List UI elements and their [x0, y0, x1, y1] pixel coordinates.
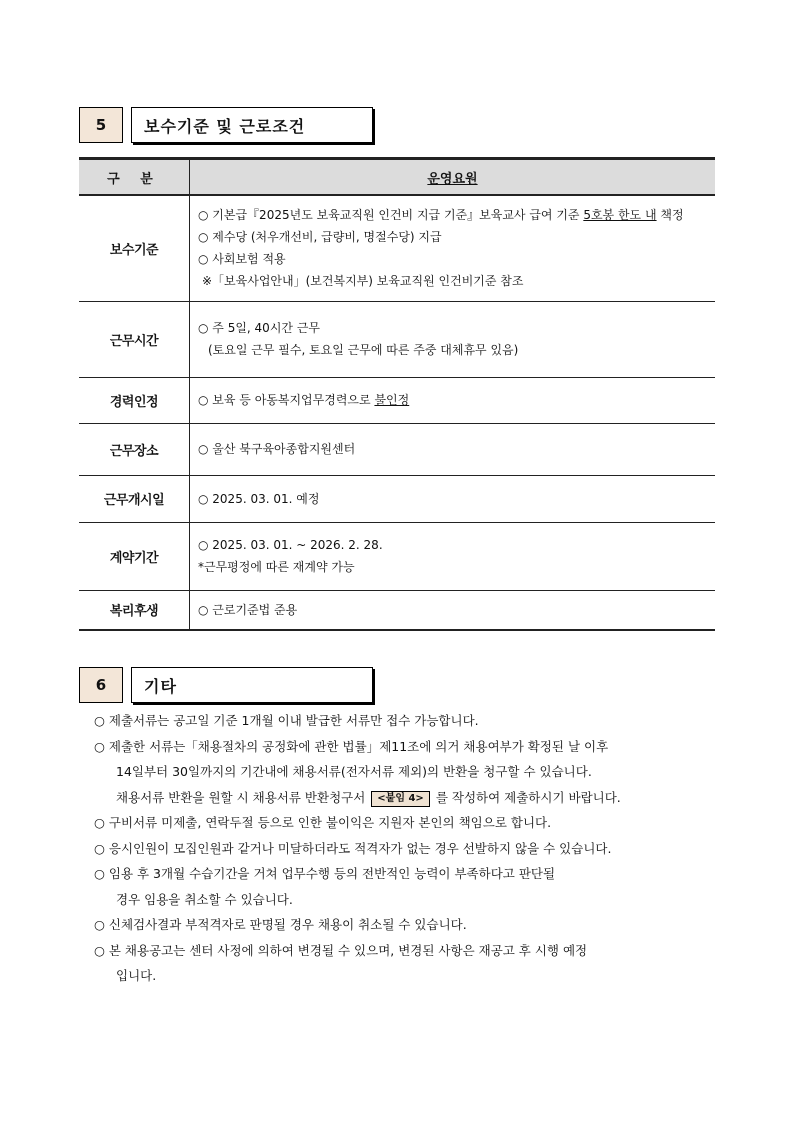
row-content	[190, 423, 716, 475]
list-item: ○ 응시인원이 모집인원과 같거나 미달하더라도 적격자가 없는 경우 선발하지 않을 수 있습니다.	[94, 840, 612, 856]
row-category: 복리후생	[79, 590, 190, 630]
section-5-header	[79, 107, 373, 143]
header-staff: 운영요원	[190, 159, 716, 196]
content-line: ○ 제수당 (처우개선비, 급량비, 명절수당) 지급	[198, 230, 442, 245]
table-row	[79, 301, 715, 377]
content-line: ○ 사회보험 적용	[198, 252, 286, 267]
section-number: 6	[79, 667, 123, 703]
content-line: ○ 2025. 03. 01. ~ 2026. 2. 28.	[198, 538, 383, 552]
table-row	[79, 195, 715, 301]
list-item: ○ 제출서류는 공고일 기준 1개월 이내 발급한 서류만 접수 가능합니다.	[94, 713, 479, 728]
list-item: ○ 본 채용공고는 센터 사정에 의하여 변경될 수 있으며, 변경된 사항은 재공고 후 시행 예정 입니다.	[94, 942, 588, 983]
section-number: 5	[79, 107, 123, 143]
content-line: ○ 기본급『2025년도 보육교직원 인건비 지급 기준』보육교사 급여 기준 5호봉 한도 내 책정	[198, 208, 684, 223]
notice-list	[94, 708, 724, 989]
row-category: 보수기준	[79, 195, 190, 301]
content-line: ○ 주 5일, 40시간 근무	[198, 321, 320, 335]
row-category: 경력인정	[79, 377, 190, 423]
table-row	[79, 377, 715, 423]
section-title: 기타	[131, 667, 373, 703]
row-content	[190, 195, 716, 301]
row-category: 근무시간	[79, 301, 190, 377]
content-line: ○ 보육 등 아동복지업무경력으로 불인정	[198, 393, 410, 407]
row-category: 계약기간	[79, 522, 190, 590]
table-header-row	[79, 159, 715, 196]
row-category: 근무장소	[79, 423, 190, 475]
content-line: ○ 근로기준법 준용	[198, 602, 298, 617]
list-item: ○ 임용 후 3개월 수습기간을 거쳐 업무수행 등의 전반적인 능력이 부족하다고 판단될 경우 임용을 취소할 수 있습니다.	[94, 866, 556, 907]
row-content	[190, 590, 716, 630]
content-line: ○ 울산 북구육아종합지원센터	[198, 442, 356, 456]
section-6-header	[79, 667, 373, 703]
content-line: ※「보육사업안내」(보건복지부) 보육교직원 인건비기준 참조	[202, 274, 524, 289]
header-category: 구 분	[79, 159, 190, 196]
content-line: (토요일 근무 필수, 토요일 근무에 따른 주중 대체휴무 있음)	[208, 343, 519, 357]
table-row	[79, 590, 715, 630]
attachment-badge: <붙임 4>	[371, 791, 430, 807]
row-content	[190, 301, 716, 377]
row-content	[190, 475, 716, 522]
table-row	[79, 475, 715, 522]
row-content	[190, 522, 716, 590]
section-title: 보수기준 및 근로조건	[131, 107, 373, 143]
list-item: ○ 구비서류 미제출, 연락두절 등으로 인한 불이익은 지원자 본인의 책임으로 합니다.	[94, 815, 552, 830]
list-item: ○ 신체검사결과 부적격자로 판명될 경우 채용이 취소될 수 있습니다.	[94, 917, 467, 932]
row-content	[190, 377, 716, 423]
table-row	[79, 423, 715, 475]
row-category: 근무개시일	[79, 475, 190, 522]
table-row	[79, 522, 715, 590]
conditions-table	[79, 157, 715, 631]
content-line: ○ 2025. 03. 01. 예정	[198, 491, 320, 506]
content-line: *근무평정에 따른 재계약 가능	[198, 560, 355, 574]
list-item: ○ 제출한 서류는「채용절차의 공정화에 관한 법률」제11조에 의거 채용여부가 확정된 날 이후 14일부터 30일까지의 기간내에 채용서류(전자서류 제외)의 반환을 청구할 수 있습니다. 채용서류 반환을 원할 시 채용서류 반환청구서 <붙임 4> 를 작성하여 제출하시기 바랍니다.	[94, 738, 621, 805]
